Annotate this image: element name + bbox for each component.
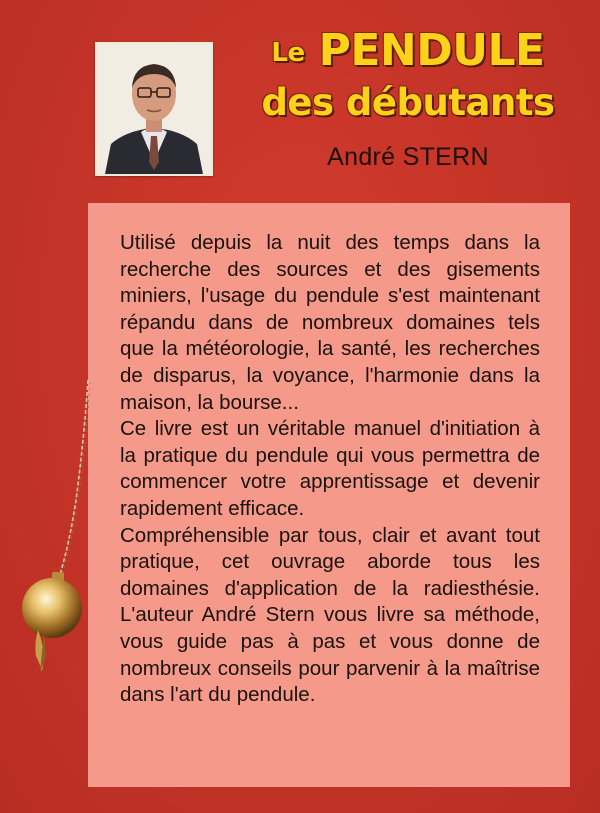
- title-pendule: PENDULE: [318, 25, 545, 76]
- book-title: [232, 25, 584, 125]
- title-subtitle: des débutants: [261, 81, 555, 124]
- description-paragraph-2: Ce livre est un véritable manuel d'initiation à la pratique du pendule qui vous permettra de commencer votre apprentissage et devenir rapidement efficace.: [120, 417, 540, 520]
- description-text: [120, 230, 540, 709]
- author-photo: [95, 42, 213, 176]
- description-paragraph-1: Utilisé depuis la nuit des temps dans la recherche des sources et des gisements miniers, l'usage du pendule s'est maintenant répandu dans de nombreux domaines tels que la météorologie, la santé, les recherches de disparus, la voyance, l'harmonie dans la maison, la bourse...: [120, 231, 540, 414]
- title-le: Le: [271, 38, 305, 68]
- pendulum-icon: [0, 360, 110, 690]
- description-paragraph-3: Compréhensible par tous, clair et avant tout pratique, cet ouvrage aborde tous les domaines d'application de la radiesthésie. L'auteur André Stern vous livre sa méthode, vous guide pas à pas et vous donne de nombreux conseils pour parvenir à la maîtrise dans l'art du pendule.: [120, 523, 540, 707]
- author-name: André STERN: [327, 143, 489, 171]
